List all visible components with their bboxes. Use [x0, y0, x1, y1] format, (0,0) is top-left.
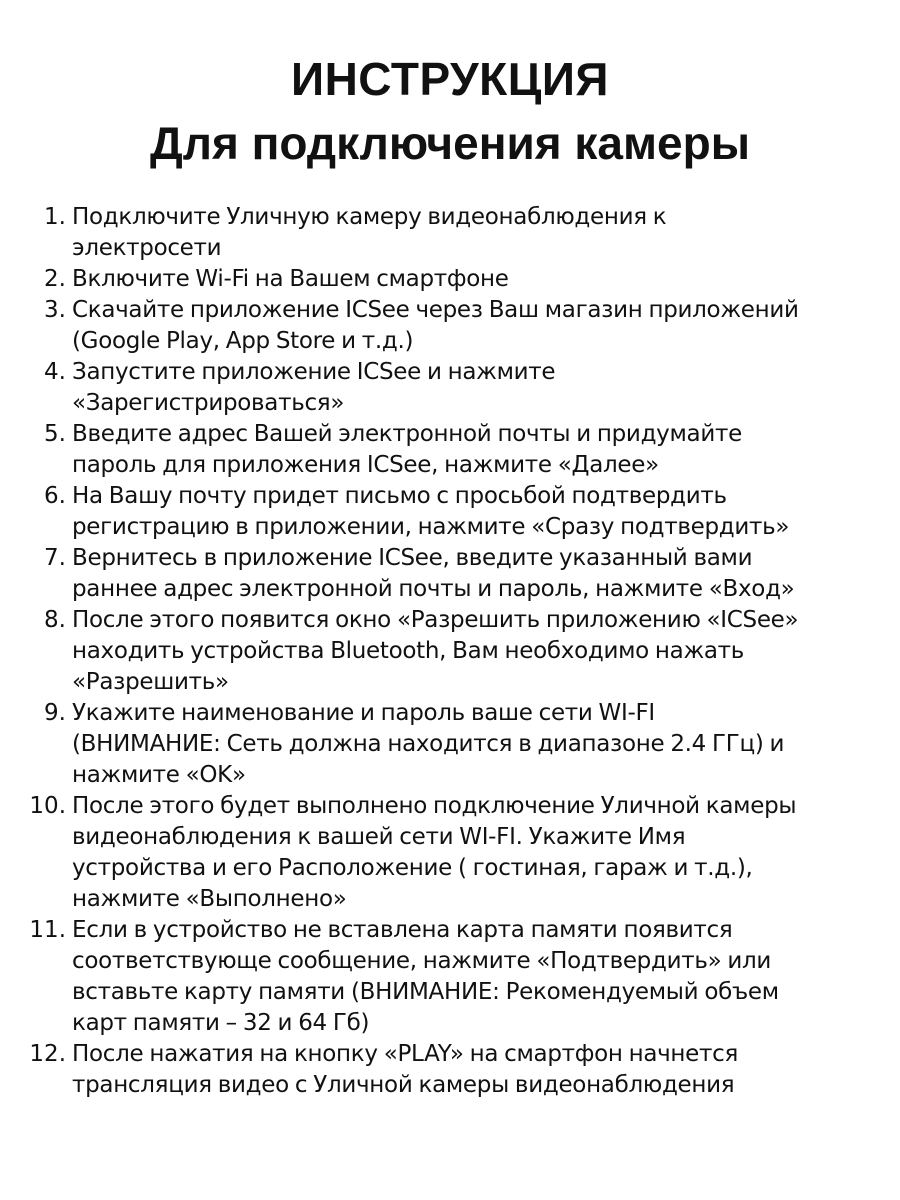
step-item — [0, 264, 900, 295]
step-text-line: соответствующе сообщение, нажмите «Подтвердить» или — [72, 948, 772, 974]
step-number: 1. — [44, 204, 66, 230]
step-text-line: раннее адрес электронной почты и пароль, нажмите «Вход» — [72, 576, 795, 602]
step-text-line: видеонаблюдения к вашей сети WI-FI. Укажите Имя — [72, 824, 686, 850]
title-block — [0, 50, 900, 172]
step-text — [72, 1039, 872, 1101]
step-text-line: вставьте карту памяти (ВНИМАНИЕ: Рекомендуемый объем — [72, 979, 779, 1005]
step-text-line: На Вашу почту придет письмо с просьбой подтвердить — [72, 483, 727, 509]
step-number: 8. — [44, 607, 66, 633]
step-text-line: нажмите «Выполнено» — [72, 886, 347, 912]
step-text — [72, 791, 872, 915]
step-text-line: находить устройства Bluetooth, Вам необходимо нажать — [72, 638, 745, 664]
step-text-line: (ВНИМАНИЕ: Сеть должна находится в диапазоне 2.4 ГГц) и — [72, 731, 785, 757]
step-text-line: Укажите наименование и пароль ваше сети WI-FI — [72, 700, 655, 726]
step-number: 3. — [44, 297, 66, 323]
step-item — [0, 357, 900, 419]
step-number: 5. — [44, 421, 66, 447]
step-text-line: (Google Play, App Store и т.д.) — [72, 328, 414, 354]
step-text-line: После этого будет выполнено подключение Уличной камеры — [72, 793, 797, 819]
step-text — [72, 698, 872, 791]
step-text-line: карт памяти – 32 и 64 Гб) — [72, 1010, 370, 1036]
step-text — [72, 295, 872, 357]
step-text-line: Включите Wi-Fi на Вашем смартфоне — [72, 266, 509, 292]
step-text — [72, 357, 872, 419]
step-item — [0, 419, 900, 481]
step-item — [0, 1039, 900, 1101]
step-item — [0, 202, 900, 264]
steps-list — [0, 202, 900, 1101]
step-text — [72, 605, 872, 698]
step-number: 6. — [44, 483, 66, 509]
step-text — [72, 264, 872, 295]
step-text-line: После нажатия на кнопку «PLAY» на смартфон начнется — [72, 1041, 739, 1067]
step-text-line: Скачайте приложение ICSee через Ваш магазин приложений — [72, 297, 799, 323]
step-number: 7. — [44, 545, 66, 571]
step-item — [0, 481, 900, 543]
step-number: 12. — [29, 1041, 66, 1067]
step-text-line: «Зарегистрироваться» — [72, 390, 345, 416]
step-text-line: устройства и его Расположение ( гостиная, гараж и т.д.), — [72, 855, 753, 881]
step-text — [72, 202, 872, 264]
step-number: 11. — [29, 917, 66, 943]
step-text-line: трансляция видео с Уличной камеры видеонаблюдения — [72, 1072, 735, 1098]
step-text — [72, 915, 872, 1039]
step-text-line: После этого появится окно «Разрешить приложению «ICSee» — [72, 607, 799, 633]
step-text-line: Запустите приложение ICSee и нажмите — [72, 359, 556, 385]
step-number: 4. — [44, 359, 66, 385]
step-text — [72, 543, 872, 605]
step-text-line: электросети — [72, 235, 222, 261]
page-subtitle: Для подключения камеры — [150, 117, 750, 169]
step-item — [0, 605, 900, 698]
step-text-line: Если в устройство не вставлена карта памяти появится — [72, 917, 733, 943]
step-text — [72, 419, 872, 481]
step-text-line: Подключите Уличную камеру видеонаблюдения к — [72, 204, 667, 230]
step-number: 10. — [29, 793, 66, 819]
step-item — [0, 915, 900, 1039]
step-text — [72, 481, 872, 543]
step-text-line: Введите адрес Вашей электронной почты и придумайте — [72, 421, 742, 447]
step-item — [0, 295, 900, 357]
page-title: ИНСТРУКЦИЯ — [291, 53, 609, 105]
step-text-line: Вернитесь в приложение ICSee, введите указанный вами — [72, 545, 753, 571]
step-text-line: нажмите «OK» — [72, 762, 246, 788]
step-text-line: пароль для приложения ICSee, нажмите «Далее» — [72, 452, 659, 478]
step-item — [0, 698, 900, 791]
step-text-line: «Разрешить» — [72, 669, 229, 695]
step-number: 9. — [44, 700, 66, 726]
step-item — [0, 543, 900, 605]
step-text-line: регистрацию в приложении, нажмите «Сразу подтвердить» — [72, 514, 790, 540]
step-number: 2. — [44, 266, 66, 292]
step-item — [0, 791, 900, 915]
